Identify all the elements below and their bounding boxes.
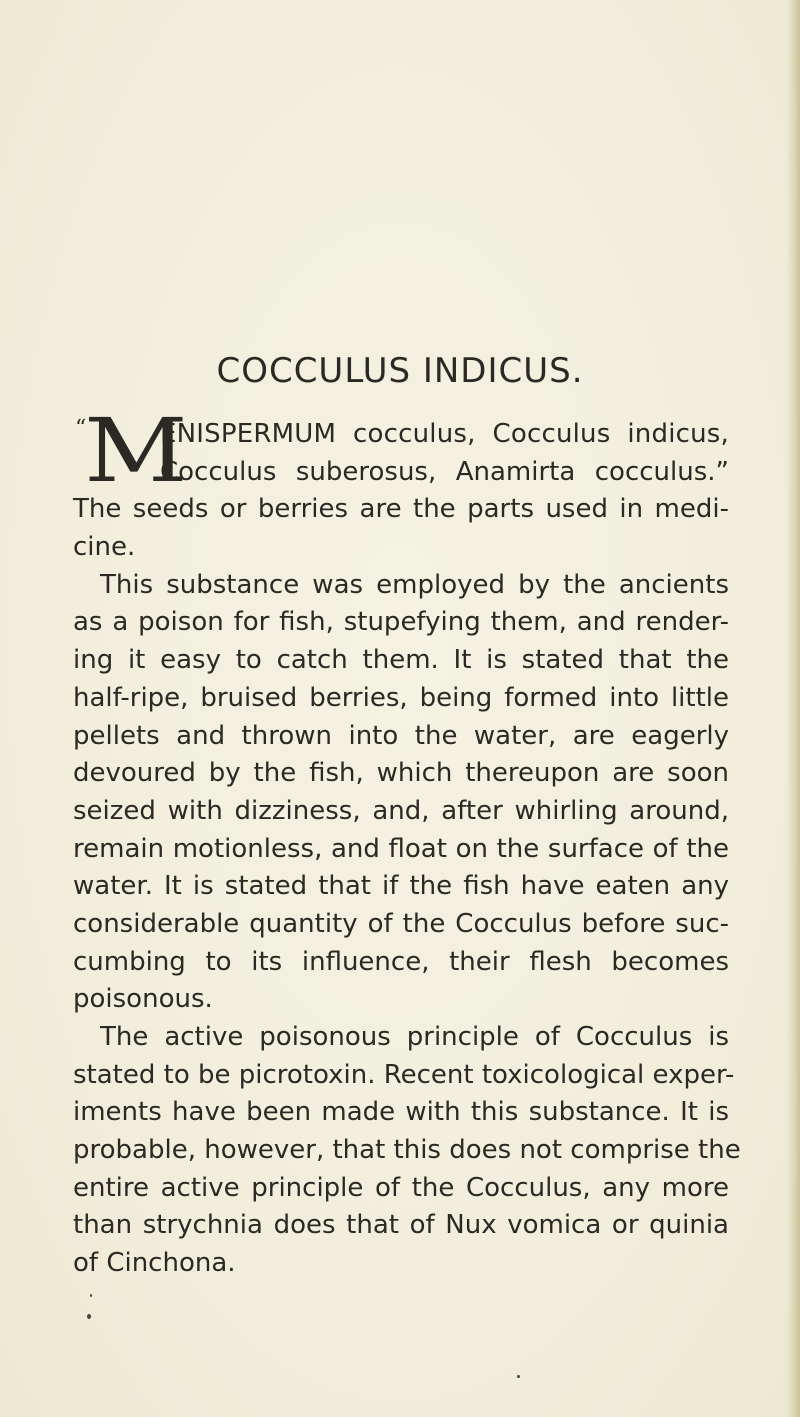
text-line: The active poisonous principle of Cocculus is <box>100 1022 729 1053</box>
text-line: remain motionless, and float on the surface of the <box>73 833 729 864</box>
text-line: seized with dizziness, and, after whirling around, <box>73 795 729 826</box>
text-line: probable, however, that this does not comprise the <box>73 1135 741 1166</box>
opening-paragraph-header <box>73 399 729 502</box>
text-line: half-ripe, bruised berries, being formed into little <box>73 682 729 713</box>
paper-speck <box>87 1314 91 1319</box>
paper-speck <box>517 1375 520 1378</box>
paper-speck <box>90 1294 92 1297</box>
text-line: than strychnia does that of Nux vomica or quinia <box>73 1210 729 1241</box>
opening-quote-mark: “ <box>75 416 87 441</box>
body-text <box>73 399 741 1283</box>
synonym-line-1: ENISPERMUM cocculus, Cocculus indicus, <box>160 419 729 449</box>
drop-cap-letter: M <box>84 399 188 502</box>
text-line: pellets and thrown into the water, are eagerly <box>73 720 729 751</box>
text-line: The seeds or berries are the parts used in medi- <box>73 494 729 525</box>
text-line: cumbing to its influence, their flesh becomes <box>73 946 729 977</box>
page-title: COCCULUS INDICUS. <box>216 351 584 391</box>
synonym-line-2: Cocculus suberosus, Anamirta cocculus.” <box>160 456 729 487</box>
text-line: entire active principle of the Cocculus, any more <box>73 1172 729 1203</box>
text-line: ing it easy to catch them. It is stated that the <box>73 645 729 676</box>
text-line: devoured by the fish, which thereupon are soon <box>73 758 729 789</box>
text-line: considerable quantity of the Cocculus before suc- <box>73 908 729 939</box>
text-line: cine. <box>73 532 136 563</box>
text-line: water. It is stated that if the fish have eaten any <box>73 871 729 902</box>
page-edge-shadow <box>786 0 800 1417</box>
text-line: stated to be picrotoxin. Recent toxicological exper- <box>73 1059 735 1090</box>
text-line: as a poison for fish, stupefying them, and render- <box>73 607 729 638</box>
text-line: poisonous. <box>73 984 213 1015</box>
text-line: iments have been made with this substance. It is <box>73 1097 729 1128</box>
text-line: This substance was employed by the ancients <box>100 569 729 600</box>
text-line: of Cinchona. <box>73 1248 236 1279</box>
